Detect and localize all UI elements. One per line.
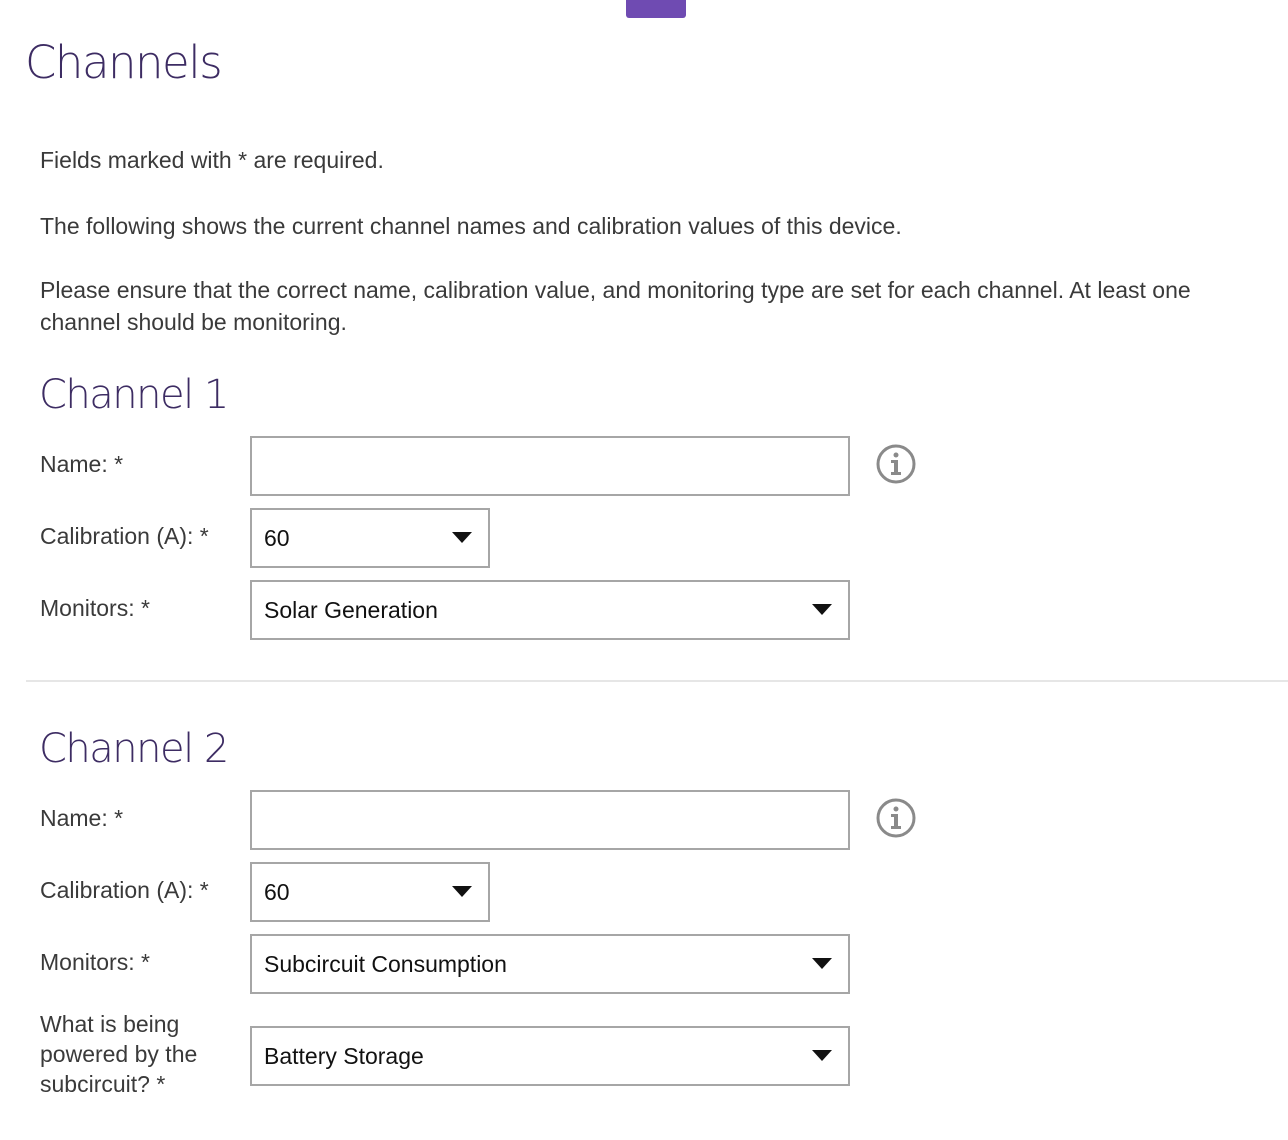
caret-down-icon	[812, 958, 832, 969]
channel-2-name-label: Name: *	[40, 805, 124, 831]
channel-2-calibration-label: Calibration (A): *	[40, 877, 209, 903]
channel-2-monitors-label: Monitors: *	[40, 949, 150, 975]
channel-1-title: Channel 1	[39, 372, 228, 418]
channel-2-calibration-value: 60	[264, 879, 290, 905]
channel-2-calibration-select[interactable]	[250, 862, 490, 922]
instruction-text: Please ensure that the correct name, calibration value, and monitoring type are set for each channel. At least one channel should be monitoring.	[40, 277, 1191, 335]
channel-2-monitors-value: Subcircuit Consumption	[264, 951, 507, 977]
channel-1-calibration-label: Calibration (A): *	[40, 523, 209, 549]
channel-1-name-label: Name: *	[40, 451, 124, 477]
caret-down-icon	[452, 532, 472, 543]
channel-1-monitors-label: Monitors: *	[40, 595, 150, 621]
channel-2-title: Channel 2	[39, 726, 228, 772]
info-icon[interactable]	[876, 798, 916, 838]
channel-1-monitors-select[interactable]	[250, 580, 850, 640]
caret-down-icon	[452, 886, 472, 897]
channel-1-calibration-select[interactable]	[250, 508, 490, 568]
top-tab-handle[interactable]	[626, 0, 686, 18]
caret-down-icon	[812, 1050, 832, 1061]
caret-down-icon	[812, 604, 832, 615]
channel-1-calibration-value: 60	[264, 525, 290, 551]
channel-1-monitors-value: Solar Generation	[264, 597, 438, 623]
section-divider	[26, 680, 1288, 682]
channel-2-name-input[interactable]	[250, 790, 850, 850]
channel-2-powered-by-value: Battery Storage	[264, 1043, 424, 1069]
info-icon[interactable]	[876, 444, 916, 484]
channel-2-powered-by-select[interactable]	[250, 1026, 850, 1086]
description-text: The following shows the current channel names and calibration values of this device.	[40, 213, 902, 239]
channel-1-name-input[interactable]	[250, 436, 850, 496]
required-fields-note: Fields marked with * are required.	[40, 147, 384, 173]
channel-2-powered-by-label: What is being powered by the subcircuit? *	[40, 1011, 198, 1097]
channel-2-monitors-select[interactable]	[250, 934, 850, 994]
page-title: Channels	[25, 36, 222, 89]
